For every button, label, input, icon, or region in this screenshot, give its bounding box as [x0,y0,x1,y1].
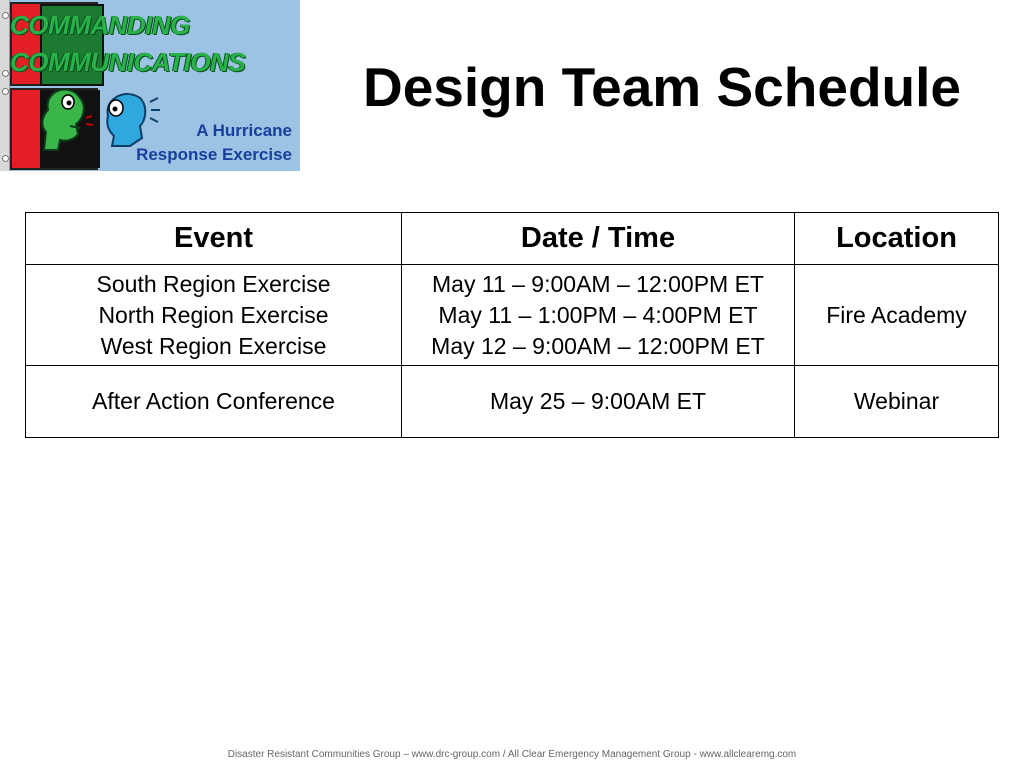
logo-text-commanding: COMMANDING [10,10,190,40]
table-row [26,265,999,366]
event-date-time: May 25 – 9:00AM ET [489,388,707,414]
slide-title: Design Team Schedule [362,56,962,118]
exercise-logo [0,0,300,171]
location-cell: Fire Academy [795,265,999,366]
logo-text-communications: COMMUNICATIONS [10,47,246,77]
event-date-time: May 11 – 9:00AM – 12:00PM ET [432,270,764,297]
event-name: West Region Exercise [100,332,327,359]
event-name: North Region Exercise [98,301,329,328]
date-time-cell [402,366,795,438]
logo-subtitle-line1: A Hurricane [196,121,292,140]
event-cell [26,366,402,438]
schedule-table [25,212,999,438]
column-header-location: Location [795,213,999,265]
table-row [26,366,999,438]
slide-footer: Disaster Resistant Communities Group – www.drc-group.com / All Clear Emergency Management Group - www.allclearemg.com [227,749,797,760]
column-header-date-time: Date / Time [402,213,795,265]
date-time-cell [402,265,795,366]
logo-subtitle-line2: Response Exercise [136,145,292,164]
event-date-time: May 11 – 1:00PM – 4:00PM ET [438,301,758,328]
event-date-time: May 12 – 9:00AM – 12:00PM ET [431,332,765,359]
logo-binder-strip [0,0,10,171]
event-name: South Region Exercise [96,270,331,297]
event-cell [26,265,402,366]
location-cell: Webinar [795,366,999,438]
column-header-event: Event [26,213,402,265]
event-name: After Action Conference [92,388,335,414]
table-header-row [26,213,999,265]
